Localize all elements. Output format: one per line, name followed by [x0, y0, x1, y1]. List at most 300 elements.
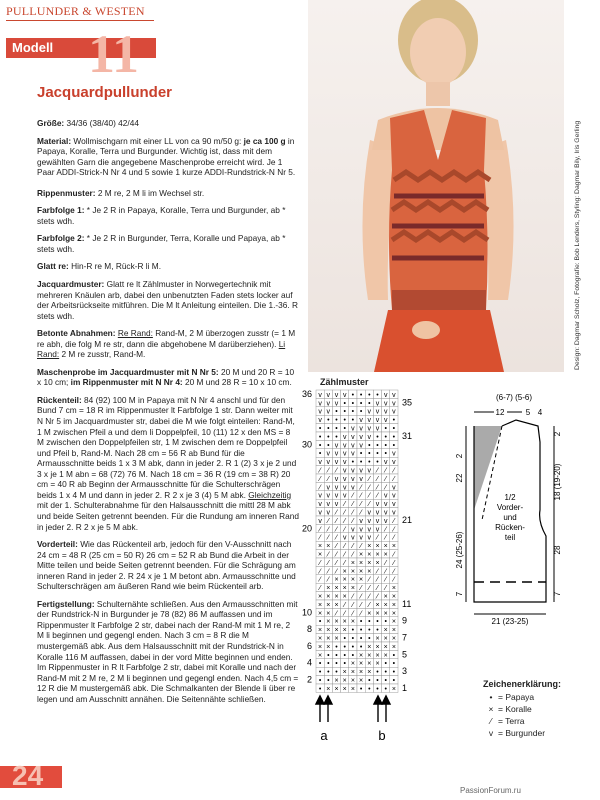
chart-symbol: × [383, 635, 388, 643]
chart-symbol: • [343, 417, 346, 425]
chart-symbol: ⁄ [393, 559, 395, 567]
chart-symbol: × [391, 627, 396, 635]
chart-row-label-right: 21 [402, 514, 413, 525]
chart-symbol: ⁄ [393, 568, 395, 576]
chart-symbol: • [392, 652, 396, 660]
chart-symbol: × [350, 585, 355, 593]
chart-symbol: ⁄ [335, 467, 338, 475]
chart-symbol: • [343, 643, 346, 651]
section-gauge: Maschenprobe im Jacquardmuster mit N Nr 5: 20 M und 20 R = 10 x 10 cm; im Rippenmuster mit N Nr 4: 20 M und 28 R = 10 x 10 cm. [37, 366, 295, 388]
chart-symbol: v [351, 484, 355, 492]
model-illustration [308, 0, 564, 372]
chart-symbol: × [391, 610, 396, 618]
chart-symbol: ⁄ [319, 585, 321, 593]
armhole-width-label: 4 [537, 408, 543, 417]
chart-symbol: v [383, 509, 388, 517]
chart-symbol: v [318, 492, 322, 500]
chart-symbol: • [343, 635, 346, 643]
chart-symbol: v [351, 526, 355, 534]
legend-item-koralle: × = Koralle [488, 704, 532, 714]
chart-symbol: ⁄ [327, 551, 329, 559]
legend-item-papaya: • = Papaya [489, 692, 535, 702]
piece-label-3: und [503, 513, 517, 522]
armhole-top-label: 2 [553, 431, 562, 437]
chart-symbol: v [326, 509, 331, 517]
chart-symbol: × [342, 677, 347, 685]
chart-symbol: ⁄ [327, 576, 329, 584]
chart-symbol: ⁄ [327, 534, 329, 542]
chart-symbol: v [334, 475, 339, 483]
chart-symbol: ⁄ [376, 467, 379, 475]
chart-symbol: v [367, 425, 372, 433]
chart-symbol: × [391, 601, 396, 609]
chart-symbol: v [351, 475, 355, 483]
chart-row-label-right: 11 [402, 598, 412, 609]
chart-symbol: v [375, 509, 380, 517]
shoulder-width-label: 5 [525, 408, 531, 417]
chart-symbol: × [383, 652, 388, 660]
chart-symbol: v [351, 442, 355, 450]
chart-symbol: v [342, 534, 347, 542]
chart-symbol: ⁄ [368, 585, 370, 593]
chart-symbol: × [391, 618, 396, 626]
chart-symbol: v [334, 501, 339, 509]
chart-symbol: × [342, 585, 347, 593]
chart-symbol: • [392, 660, 396, 668]
chart-symbol: ⁄ [385, 534, 387, 542]
chart-symbol: ⁄ [360, 509, 362, 517]
chart-grid [316, 390, 398, 693]
chart-symbol: ⁄ [352, 517, 354, 525]
chart-symbol: v [367, 509, 372, 517]
chart-row-label-left: 10 [301, 607, 312, 618]
chart-row-label-left: 30 [301, 439, 312, 450]
chart-symbol: ⁄ [376, 593, 379, 601]
chart-symbol: • [343, 652, 346, 660]
chart-symbol: v [342, 467, 347, 475]
chart-symbol: • [318, 442, 322, 450]
chart-symbol: ⁄ [385, 568, 387, 576]
chart-symbol: • [376, 391, 379, 399]
chart-symbol: × [342, 576, 347, 584]
chart-symbol: ⁄ [319, 576, 321, 584]
chart-row-label-right: 35 [402, 397, 413, 408]
chart-row-label-left: 6 [306, 640, 312, 651]
chart-symbol: v [334, 484, 339, 492]
chart-symbol: • [351, 627, 355, 635]
chart-symbol: × [318, 543, 323, 551]
chart-symbol: ⁄ [368, 484, 370, 492]
chart-symbol: v [359, 417, 363, 425]
chart-symbol: • [343, 425, 346, 433]
chart-symbol: v [351, 467, 355, 475]
chart-symbol: • [343, 660, 346, 668]
chart-symbol: ⁄ [344, 517, 346, 525]
chart-symbol: × [318, 593, 323, 601]
chart-symbol: ⁄ [335, 517, 338, 525]
chart-symbol: × [318, 635, 323, 643]
chart-symbol: v [392, 400, 396, 408]
chart-symbol: v [392, 492, 396, 500]
chart-symbol: × [350, 568, 355, 576]
chart-symbol: v [359, 517, 363, 525]
arrow-b-label: b [378, 728, 386, 743]
modell-number: 11 [88, 24, 140, 84]
watermark: PassionForum.ru [460, 786, 521, 795]
chart-symbol: × [383, 610, 388, 618]
chart-row-label-right: 3 [402, 666, 408, 677]
chart-symbol: v [342, 459, 347, 467]
chart-symbol: v [359, 475, 363, 483]
chart-row-label-right: 1 [402, 682, 408, 693]
neck-width-label: 12 [495, 408, 505, 417]
chart-symbol: • [368, 677, 371, 685]
chart-symbol: • [368, 442, 371, 450]
model-photo [308, 0, 564, 372]
chart-symbol: ⁄ [352, 551, 354, 559]
chart-symbol: × [383, 601, 388, 609]
chart-symbol: v [318, 417, 322, 425]
chart-symbol: • [368, 635, 371, 643]
chart-symbol: v [326, 408, 331, 416]
series-divider [6, 20, 154, 21]
chart-symbol: v [383, 517, 388, 525]
chart-symbol: ⁄ [376, 576, 379, 584]
chart-symbol: ⁄ [376, 568, 379, 576]
chart-symbol: ⁄ [327, 559, 329, 567]
chart-symbol: ⁄ [360, 492, 362, 500]
chart-symbol: v [334, 459, 339, 467]
chart-symbol: • [368, 685, 371, 693]
chart-symbol: v [326, 492, 331, 500]
chart-symbol: • [368, 400, 371, 408]
chart-symbol: ⁄ [319, 559, 321, 567]
chart-symbol: × [383, 643, 388, 651]
chart-symbol: × [367, 643, 372, 651]
chart-symbol: ⁄ [344, 509, 346, 517]
chart-symbol: v [367, 433, 372, 441]
chart-symbol: • [359, 618, 363, 626]
chart-symbol: v [375, 526, 380, 534]
chart-symbol: × [391, 643, 396, 651]
top-dimensions: (6-7) (5-6) [495, 393, 533, 402]
chart-row-label-left: 2 [306, 674, 312, 685]
chart-symbol: × [359, 677, 364, 685]
chart-symbol: ⁄ [335, 543, 338, 551]
chart-symbol: • [392, 669, 396, 677]
arrow-a-label: a [320, 728, 328, 743]
chart-row-label-left: 8 [306, 624, 312, 635]
chart-symbol: v [326, 501, 331, 509]
chart-symbol: v [383, 492, 388, 500]
chart-symbol: v [392, 501, 396, 509]
chart-symbol: • [335, 425, 338, 433]
chart-symbol: ⁄ [335, 534, 338, 542]
chart-symbol: v [359, 442, 363, 450]
chart-symbol: v [392, 408, 396, 416]
chart-symbol: • [384, 618, 387, 626]
chart-symbol: × [318, 610, 323, 618]
chart-symbol: × [375, 559, 380, 567]
chart-symbol: ⁄ [393, 517, 395, 525]
section-rib: Rippenmuster: 2 M re, 2 M li im Wechsel str. [37, 187, 205, 198]
piece-label-5: teil [504, 533, 516, 542]
chart-symbol: × [334, 576, 339, 584]
chart-symbol: • [368, 618, 371, 626]
knitting-chart [300, 388, 420, 748]
chart-symbol: • [327, 660, 330, 668]
chart-symbol: ⁄ [368, 576, 370, 584]
chart-symbol: v [318, 501, 322, 509]
chart-symbol: • [359, 627, 363, 635]
chart-symbol: • [351, 652, 355, 660]
chart-symbol: • [318, 685, 322, 693]
chart-symbol: × [367, 652, 372, 660]
chart-symbol: v [342, 391, 347, 399]
chart-symbol: v [367, 408, 372, 416]
side-length-label: 28 [553, 545, 562, 555]
chart-symbol: ⁄ [376, 475, 379, 483]
neck-drop-label: 2 [455, 453, 464, 459]
chart-symbol: • [327, 677, 330, 685]
chart-symbol: v [334, 442, 339, 450]
chart-symbol: v [359, 467, 363, 475]
chart-symbol: • [351, 391, 355, 399]
chart-symbol: v [318, 509, 322, 517]
chart-symbol: v [367, 534, 372, 542]
chart-symbol: × [318, 627, 323, 635]
chart-symbol: ⁄ [352, 593, 354, 601]
chart-symbol: × [350, 677, 355, 685]
chart-symbol: × [375, 551, 380, 559]
chart-symbol: × [334, 618, 339, 626]
chart-symbol: • [392, 442, 396, 450]
chart-symbol: v [326, 400, 331, 408]
chart-symbol: × [367, 543, 372, 551]
chart-symbol: ⁄ [319, 484, 321, 492]
chart-symbol: × [375, 643, 380, 651]
chart-symbol: ⁄ [344, 543, 346, 551]
chart-symbol: • [359, 685, 363, 693]
chart-symbol: v [367, 517, 372, 525]
chart-symbol: • [335, 669, 338, 677]
chart-symbol: • [376, 669, 379, 677]
chart-symbol: ⁄ [319, 568, 321, 576]
chart-symbol: v [383, 391, 388, 399]
chart-symbol: v [342, 442, 347, 450]
section-colorseq1: Farbfolge 1: * Je 2 R in Papaya, Koralle, Terra und Burgunder, ab * stets wdh. [37, 205, 286, 226]
chart-symbol: × [383, 551, 388, 559]
chart-symbol: ⁄ [385, 467, 387, 475]
chart-symbol: × [334, 593, 339, 601]
chart-symbol: ⁄ [360, 610, 362, 618]
chart-symbol: × [391, 685, 396, 693]
chart-symbol: × [359, 669, 364, 677]
chart-symbol: ⁄ [393, 467, 395, 475]
article-title: Jacquardpullunder [37, 84, 173, 101]
chart-symbol: v [326, 450, 331, 458]
chart-symbol: • [327, 669, 330, 677]
chart-symbol: • [318, 450, 322, 458]
chart-symbol: × [342, 685, 347, 693]
chart-symbol: • [351, 643, 355, 651]
section-decreases: Betonte Abnahmen: Re Rand: Rand-M, 2 M überzogen zusstr (= 1 M re abh, die folg M re str, dann die abgehobene M darüberziehen). Li Rand: 2 M re zusstr, Rand-M. [37, 328, 296, 360]
chart-symbol: • [351, 459, 355, 467]
chart-symbol: × [367, 610, 372, 618]
chart-symbol: • [384, 442, 387, 450]
chart-title: Zählmuster [320, 377, 369, 387]
section-colorseq2: Farbfolge 2: * Je 2 R in Burgunder, Terra, Koralle und Papaya, ab * stets wdh. [37, 233, 286, 254]
chart-symbol: v [375, 408, 380, 416]
chart-symbol: × [375, 635, 380, 643]
chart-symbol: × [334, 685, 339, 693]
section-size: Größe: 34/36 (38/40) 42/44 [37, 118, 139, 128]
chart-symbol: × [383, 543, 388, 551]
chart-symbol: × [367, 660, 372, 668]
piece-label-1: 1/2 [504, 493, 516, 502]
chart-symbol: × [359, 576, 364, 584]
chart-symbol: • [368, 459, 371, 467]
chart-symbol: ⁄ [385, 585, 387, 593]
chart-symbol: × [375, 601, 380, 609]
chart-symbol: ⁄ [360, 601, 362, 609]
section-jacquard: Jacquardmuster: Glatt re lt Zählmuster in Norwegertechnik mit mehreren Knäulen arb, dabei den unbenutzten Faden stets locker auf der Arbeitsrückseite mitführen. Die M lt Anleitung einteilen. Die 1.-36. R stets wdh. [37, 279, 299, 321]
chart-symbol: • [335, 643, 338, 651]
chart-symbol: • [392, 433, 396, 441]
chart-symbol: × [375, 652, 380, 660]
chart-symbol: • [376, 677, 379, 685]
chart-symbol: • [392, 417, 396, 425]
chart-symbol: ⁄ [360, 585, 362, 593]
chart-symbol: ⁄ [393, 526, 395, 534]
chart-symbol: v [367, 467, 372, 475]
chart-symbol: • [335, 408, 338, 416]
chart-symbol: • [359, 408, 363, 416]
chart-symbol: • [318, 433, 322, 441]
chart-symbol: ⁄ [393, 534, 395, 542]
legend-list [484, 691, 545, 739]
chart-symbol: v [351, 433, 355, 441]
chart-symbol: × [326, 610, 331, 618]
chart-symbol: • [384, 425, 387, 433]
chart-symbol: • [343, 400, 346, 408]
chart-row-label-right: 9 [402, 615, 408, 626]
chart-symbol: • [351, 635, 355, 643]
chart-symbol: × [375, 610, 380, 618]
chart-symbol: ⁄ [393, 576, 395, 584]
chart-symbol: v [318, 408, 322, 416]
chart-symbol: v [334, 400, 339, 408]
chart-symbol: × [391, 593, 396, 601]
chart-symbol: • [368, 450, 371, 458]
chart-symbol: • [335, 652, 338, 660]
chart-symbol: v [359, 534, 363, 542]
chart-symbol: ⁄ [385, 526, 387, 534]
chart-symbol: × [326, 585, 331, 593]
chart-symbol: × [367, 568, 372, 576]
chart-row-label-left: 4 [306, 657, 312, 668]
chart-symbol: × [375, 543, 380, 551]
chart-symbol: • [384, 433, 387, 441]
chart-symbol: v [326, 391, 331, 399]
chart-symbol: v [375, 400, 380, 408]
chart-symbol: v [326, 459, 331, 467]
chart-symbol: v [318, 517, 322, 525]
chart-symbol: v [351, 534, 355, 542]
chart-symbol: ⁄ [319, 467, 321, 475]
armhole-height-label: 18 (19-20) [553, 463, 562, 501]
section-back: Rückenteil: 84 (92) 100 M in Papaya mit N Nr 4 anschl und für den Bund 7 cm = 18 R im Rippenmuster lt Farbfolge 1 str. Dann weiter mit N Nr 5 im Jacquardmuster str, dabei die M wie folgt einteilen: Rand-M, 1 M zwischen Pfeil a und dem li Doppelpfeil, 10 (11) 12 x den MS = 8 M zwischen den Doppelpfeilen str, 1 M zwischen dem re Doppelpfeil und Pfeil b, Rand-M. Nach 28 cm = 56 R ab Bund für die Armausschnitte beids 1 x 3 M abk, dann in jeder 2. R 1 (2) 3 x je 2 und 3 x je 1 M abn = 68 (72) 76 M. Nach 18 cm = 36 R (19 cm = 38 R) 20 cm = 40 R ab Beginn der Armausschnitte für die Schulterschrägen beids 1 x 4 M und dann in jeder 2. R 2 x je 3 (4) 5 M abk. Gleichzeitig mit der 1. Schulterabnahme für den Halsausschnitt die mittl 28 M abk und beide Seiten getrennt beenden. Für die Rundung am inneren Rand in jeder 2. R 2 x je 5 M abk. [37, 394, 300, 532]
chart-symbol: ⁄ [385, 559, 387, 567]
chart-symbol: • [318, 425, 322, 433]
chart-symbol: × [359, 559, 364, 567]
section-finishing: Fertigstellung: Schulternähte schließen. Aus den Armausschnitten mit der Rundstrick-N in Burgunder je 78 (82) 86 M auffassen und im Rippenmuster lt Farbfolge 2 str, dabei nach der Rand-M mit 1 M re, 2 M li beginnen und gegengl enden. Nach 3 cm = 8 R die M mustergemäß abk. Aus dem Halsausschnitt mit der Rundstrick-N in Koralle 116 M auffassen, dabei in der vord Mitte beginnen und enden. Im Rippenmuster in R lt Farbfolge 2 str, dabei mit Koralle und nach der Rand-M mit 2 M re, 2 M li beginnen und gegengl enden. Nach 4,5 cm = 12 R die M mustergemäß abk. Die Schmalkanten der Blende li über re legen und am Ausschnitt annähen. Die Seitennähte schließen. [37, 598, 299, 704]
chart-symbol: × [359, 551, 364, 559]
piece-label-4: Rücken- [495, 523, 525, 532]
chart-symbol: ⁄ [344, 601, 346, 609]
chart-symbol: • [359, 635, 363, 643]
rib-left-label: 7 [455, 591, 464, 597]
chart-row-label-right: 31 [402, 430, 413, 441]
chart-symbol: ⁄ [368, 492, 370, 500]
chart-symbol: ⁄ [352, 543, 354, 551]
chart-symbol: ⁄ [352, 601, 354, 609]
chart-symbol: • [351, 408, 355, 416]
chart-symbol: • [327, 433, 330, 441]
chart-symbol: v [359, 425, 363, 433]
chart-symbol: • [359, 391, 363, 399]
chart-symbol: v [351, 425, 355, 433]
chart-symbol: × [367, 559, 372, 567]
front-length-label: 24 (25-26) [455, 531, 464, 569]
chart-symbol: • [368, 627, 371, 635]
chart-symbol: × [342, 627, 347, 635]
page-number: 24 [12, 760, 44, 791]
chart-symbol: v [342, 450, 347, 458]
chart-symbol: v [367, 417, 372, 425]
chart-symbol: • [343, 408, 346, 416]
chart-symbol: × [350, 559, 355, 567]
legend-item-terra: ⁄ = Terra [490, 716, 525, 726]
chart-symbol: v [342, 475, 347, 483]
chart-symbol: ⁄ [385, 484, 387, 492]
chart-symbol: × [342, 669, 347, 677]
chart-symbol: • [327, 417, 330, 425]
chart-symbol: • [327, 652, 330, 660]
chart-symbol: • [335, 660, 338, 668]
chart-symbol: • [318, 669, 322, 677]
chart-symbol: × [367, 551, 372, 559]
chart-symbol: ⁄ [376, 534, 379, 542]
chart-symbol: × [326, 635, 331, 643]
chart-symbol: ⁄ [352, 610, 354, 618]
chart-symbol: v [383, 417, 388, 425]
chart-row-label-left: 36 [301, 388, 312, 399]
chart-symbol: • [335, 433, 338, 441]
chart-symbol: • [327, 442, 330, 450]
chart-symbol: × [334, 627, 339, 635]
chart-symbol: • [376, 450, 379, 458]
chart-symbol: v [375, 517, 380, 525]
chart-symbol: ⁄ [344, 559, 346, 567]
chart-symbol: • [318, 677, 322, 685]
chart-symbol: × [318, 601, 323, 609]
chart-symbol: × [334, 635, 339, 643]
width-label: 21 (23-25) [491, 617, 529, 626]
chart-symbol: ⁄ [327, 568, 329, 576]
chart-symbol: × [334, 601, 339, 609]
chart-symbol: v [334, 391, 339, 399]
